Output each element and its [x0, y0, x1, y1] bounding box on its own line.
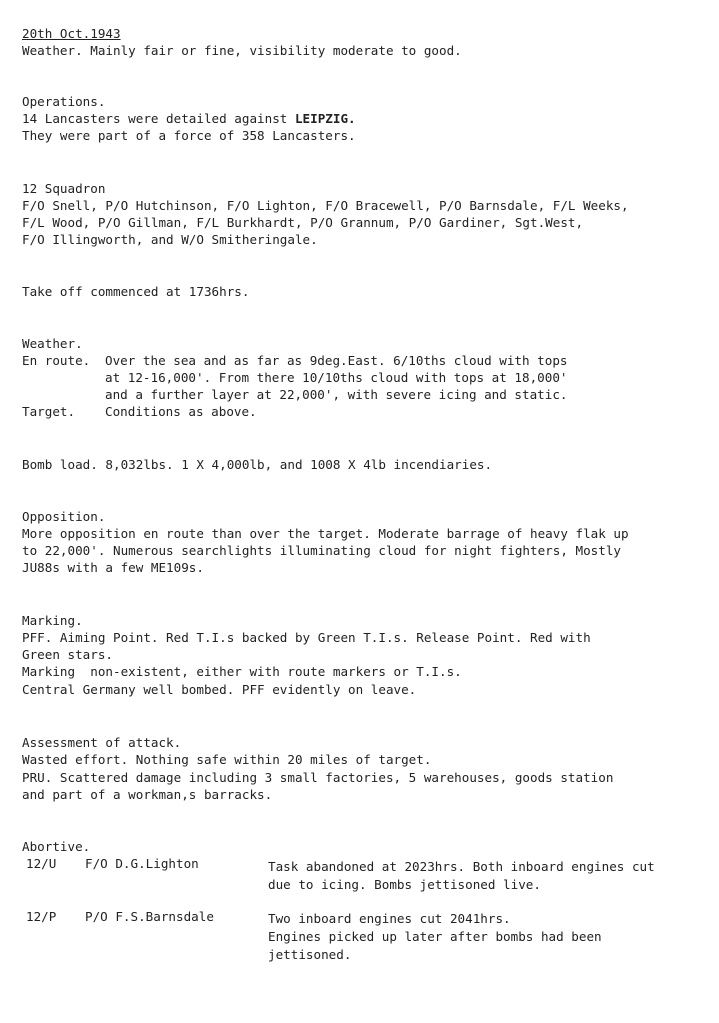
marking-line: Marking non-existent, either with route markers or T.I.s.: [22, 664, 462, 679]
weather-enroute-line: Over the sea and as far as 9deg.East. 6/10ths cloud with tops: [105, 353, 568, 368]
bomb-load-line: Bomb load. 8,032lbs. 1 X 4,000lb, and 1008 X 4lb incendiaries.: [22, 457, 493, 472]
marking-line: Central Germany well bombed. PFF evidently on leave.: [22, 682, 417, 697]
crew-list-line: F/L Wood, P/O Gillman, F/L Burkhardt, P/O Grannum, P/O Gardiner, Sgt.West,: [22, 215, 584, 230]
marking-line: PFF. Aiming Point. Red T.I.s backed by Green T.I.s. Release Point. Red with: [22, 630, 591, 645]
crew-list-line: F/O Illingworth, and W/O Smitheringale.: [22, 232, 318, 247]
weather-target-text: Conditions as above.: [105, 404, 257, 419]
abortive-detail-line: Task abandoned at 2023hrs. Both inboard engines cut: [268, 859, 655, 874]
abortive-detail-line: Engines picked up later after bombs had been: [268, 929, 602, 944]
abortive-aircraft-code: 12/P: [26, 909, 57, 924]
weather-heading: Weather.: [22, 336, 83, 351]
assessment-heading: Assessment of attack.: [22, 735, 182, 750]
takeoff-line: Take off commenced at 1736hrs.: [22, 284, 250, 299]
operations-line-2: They were part of a force of 358 Lancasters.: [22, 128, 356, 143]
opposition-heading: Opposition.: [22, 509, 106, 524]
weather-summary: Weather. Mainly fair or fine, visibility moderate to good.: [22, 43, 462, 58]
abortive-pilot: P/O F.S.Barnsdale: [85, 909, 214, 924]
marking-line: Green stars.: [22, 647, 113, 662]
operations-target: LEIPZIG.: [294, 111, 356, 126]
assessment-line: and part of a workman,s barracks.: [22, 787, 273, 802]
abortive-heading: Abortive.: [22, 839, 91, 854]
weather-enroute-label: En route.: [22, 353, 91, 368]
assessment-line: PRU. Scattered damage including 3 small factories, 5 warehouses, goods station: [22, 770, 614, 785]
assessment-line: Wasted effort. Nothing safe within 20 miles of target.: [22, 752, 432, 767]
abortive-detail-line: jettisoned.: [268, 947, 352, 962]
operations-text: 14 Lancasters were detailed against: [22, 111, 295, 126]
entry-date: 20th Oct.1943: [22, 26, 121, 41]
abortive-detail-line: Two inboard engines cut 2041hrs.: [268, 911, 511, 926]
squadron-heading: 12 Squadron: [22, 181, 106, 196]
operations-heading: Operations.: [22, 94, 106, 109]
abortive-aircraft-code: 12/U: [26, 856, 57, 871]
opposition-line: JU88s with a few ME109s.: [22, 560, 204, 575]
abortive-detail-line: due to icing. Bombs jettisoned live.: [268, 877, 541, 892]
weather-enroute-line: and a further layer at 22,000', with severe icing and static.: [105, 387, 568, 402]
crew-list-line: F/O Snell, P/O Hutchinson, F/O Lighton, F/O Bracewell, P/O Barnsdale, F/L Weeks,: [22, 198, 629, 213]
abortive-pilot: F/O D.G.Lighton: [85, 856, 199, 871]
weather-enroute-line: at 12-16,000'. From there 10/10ths cloud with tops at 18,000': [105, 370, 568, 385]
operations-line-1: [22, 110, 356, 128]
opposition-line: More opposition en route than over the target. Moderate barrage of heavy flak up: [22, 526, 629, 541]
opposition-line: to 22,000'. Numerous searchlights illuminating cloud for night fighters, Mostly: [22, 543, 621, 558]
marking-heading: Marking.: [22, 613, 83, 628]
weather-target-label: Target.: [22, 404, 76, 419]
